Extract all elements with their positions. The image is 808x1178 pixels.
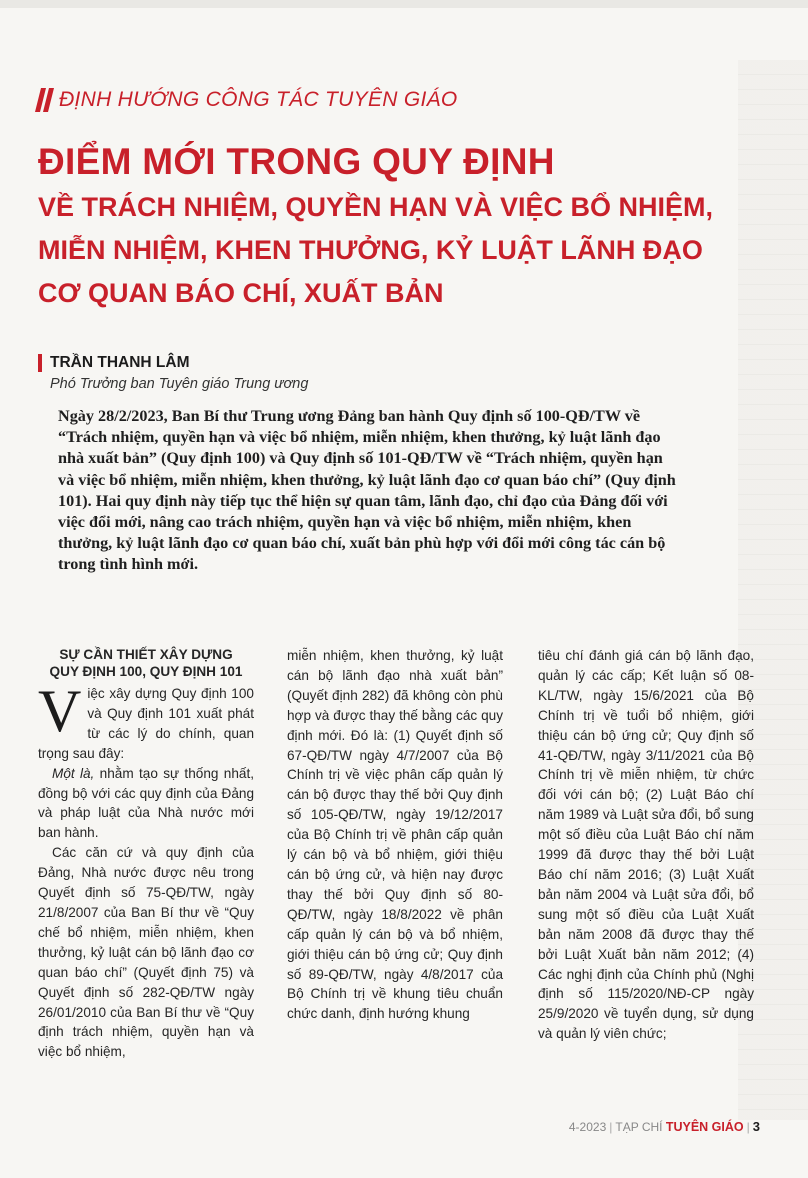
- title-line-3: MIỄN NHIỆM, KHEN THƯỞNG, KỶ LUẬT LÃNH ĐẠO: [38, 235, 703, 265]
- drop-cap: V: [38, 678, 82, 744]
- subheading-line-2: QUY ĐỊNH 100, QUY ĐỊNH 101: [49, 664, 243, 679]
- section-header: [38, 86, 458, 114]
- paragraph-intro: [38, 678, 254, 764]
- paragraph-mot-la: [38, 764, 254, 844]
- subheading: [38, 646, 254, 680]
- subheading-line-1: SỰ CẦN THIẾT XÂY DỰNG: [59, 647, 233, 662]
- author-bar-icon: [38, 354, 42, 372]
- author-name: TRẦN THANH LÂM: [50, 354, 190, 371]
- column-1: [38, 646, 254, 1062]
- footer-separator-2: |: [746, 1120, 750, 1134]
- footer-magazine-prefix: TẠP CHÍ: [615, 1120, 663, 1134]
- author-role: Phó Trưởng ban Tuyên giáo Trung ương: [50, 376, 309, 392]
- lead-text: Ngày 28/2/2023, Ban Bí thư Trung ương Đảng ban hành Quy định số 100-QĐ/TW về “Trách nhiệm, quyền hạn và việc bổ nhiệm, miễn nhiệm, khen thưởng, kỷ luật lãnh đạo nhà xuất bản” (Quy định 100) và Quy định số 101-QĐ/TW về “Trách nhiệm, quyền hạn và việc bổ nhiệm, miễn nhiệm, khen thưởng, kỷ luật lãnh đạo cơ quan báo chí” (Quy định 101). Hai quy định này tiếp tục thể hiện sự quan tâm, lãnh đạo, chỉ đạo của Đảng đối với việc đổi mới, nâng cao trách nhiệm, quyền hạn và việc bổ nhiệm, miễn nhiệm, khen thưởng, kỷ luật lãnh đạo cơ quan báo chí, xuất bản phù hợp với đổi mới công tác cán bộ trong tình hình mới.: [58, 407, 676, 574]
- column-3-text: tiêu chí đánh giá cán bộ lãnh đạo, quản lý các cấp; Kết luận số 08-KL/TW, ngày 15/6/2021 của Bộ Chính trị về tuổi bổ nhiệm, giới thiệu cán bộ ứng cử; Quy định số 41-QĐ/TW, ngày 3/11/2021 của Bộ Chính trị về miễn nhiệm, từ chức đối với cán bộ; (2) Luật Báo chí năm 1989 và Luật sửa đổi, bổ sung một số điều của Luật Báo chí năm 1999 đã được thay thế bởi Luật Báo chí năm 2016; (3) Luật Xuất bản năm 2004 và Luật sửa đổi, bổ sung một số điều của Luật Xuất bản năm 2008 đã được thay thế bởi Luật Xuất bản năm 2012; (4) Các nghị định của Chính phủ (Nghị định số 115/2020/NĐ-CP ngày 25/9/2020 về tuyển dụng, sử dụng và quản lý viên chức;: [538, 648, 754, 1042]
- lead-paragraph: [58, 406, 682, 576]
- author-name-row: [38, 352, 308, 374]
- footer-issue: 4-2023: [568, 1120, 607, 1134]
- footer-separator: |: [609, 1120, 613, 1134]
- paragraph-mot-la-text: nhằm tạo sự thống nhất, đồng bộ với các quy định của Đảng và pháp luật của Nhà nước mới ban hành.: [38, 765, 254, 841]
- title-line-4: CƠ QUAN BÁO CHÍ, XUẤT BẢN: [38, 278, 444, 308]
- page-top-strip: [0, 0, 808, 8]
- column-3: [538, 646, 754, 1044]
- article-title: [38, 138, 768, 315]
- section-bars-icon: [38, 88, 51, 112]
- footer-magazine-name: TUYÊN GIÁO: [665, 1120, 744, 1134]
- column-2-text: miễn nhiệm, khen thưởng, kỷ luật cán bộ lãnh đạo nhà xuất bản” (Quyết định 282) đã không còn phù hợp và được thay thế bằng các quy định mới. Đó là: (1) Quyết định số 67-QĐ/TW ngày 4/7/2007 của Bộ Chính trị về việc phân cấp quản lý cán bộ được thay thế bởi Quy định số 105-QĐ/TW, ngày 19/12/2017 của Bộ Chính trị về phân cấp quản lý cán bộ và bổ nhiệm, giới thiệu cán bộ ứng cử, và hiện nay được thay thế bởi Quy định số 80-QĐ/TW, ngày 18/8/2022 về phân cấp quản lý cán bộ và bổ nhiệm, giới thiệu cán bộ ứng cử; Quy định số 89-QĐ/TW, ngày 4/8/2017 của Bộ Chính trị về khung tiêu chuẩn chức danh, định hướng khung: [287, 648, 503, 1022]
- section-label: ĐỊNH HƯỚNG CÔNG TÁC TUYÊN GIÁO: [59, 88, 458, 111]
- author-block: [38, 352, 308, 392]
- title-line-2: VỀ TRÁCH NHIỆM, QUYỀN HẠN VÀ VIỆC BỔ NHIỆM,: [38, 192, 714, 222]
- page-number: 3: [752, 1119, 760, 1134]
- title-line-1: ĐIỂM MỚI TRONG QUY ĐỊNH: [38, 141, 555, 182]
- paragraph-mot-la-label: Một là,: [52, 765, 95, 781]
- paragraph-can-cu: Các căn cứ và quy định của Đảng, Nhà nước được nêu trong Quyết định số 75-QĐ/TW, ngày 21/8/2007 của Ban Bí thư về “Quy chế bổ nhiệm, miễn nhiệm, khen thưởng, kỷ luật cán bộ lãnh đạo cơ quan báo chí” (Quyết định 75) và Quyết định số 282-QĐ/TW ngày 26/01/2010 của Ban Bí thư về “Quy định trách nhiệm, quyền hạn và việc bổ nhiệm,: [38, 845, 254, 1060]
- page-footer: [560, 1119, 760, 1134]
- column-2: [287, 646, 503, 1024]
- paragraph-intro-text: iệc xây dựng Quy định 100 và Quy định 101 xuất phát từ các lý do chính, quan trọng sau đây:: [38, 686, 254, 761]
